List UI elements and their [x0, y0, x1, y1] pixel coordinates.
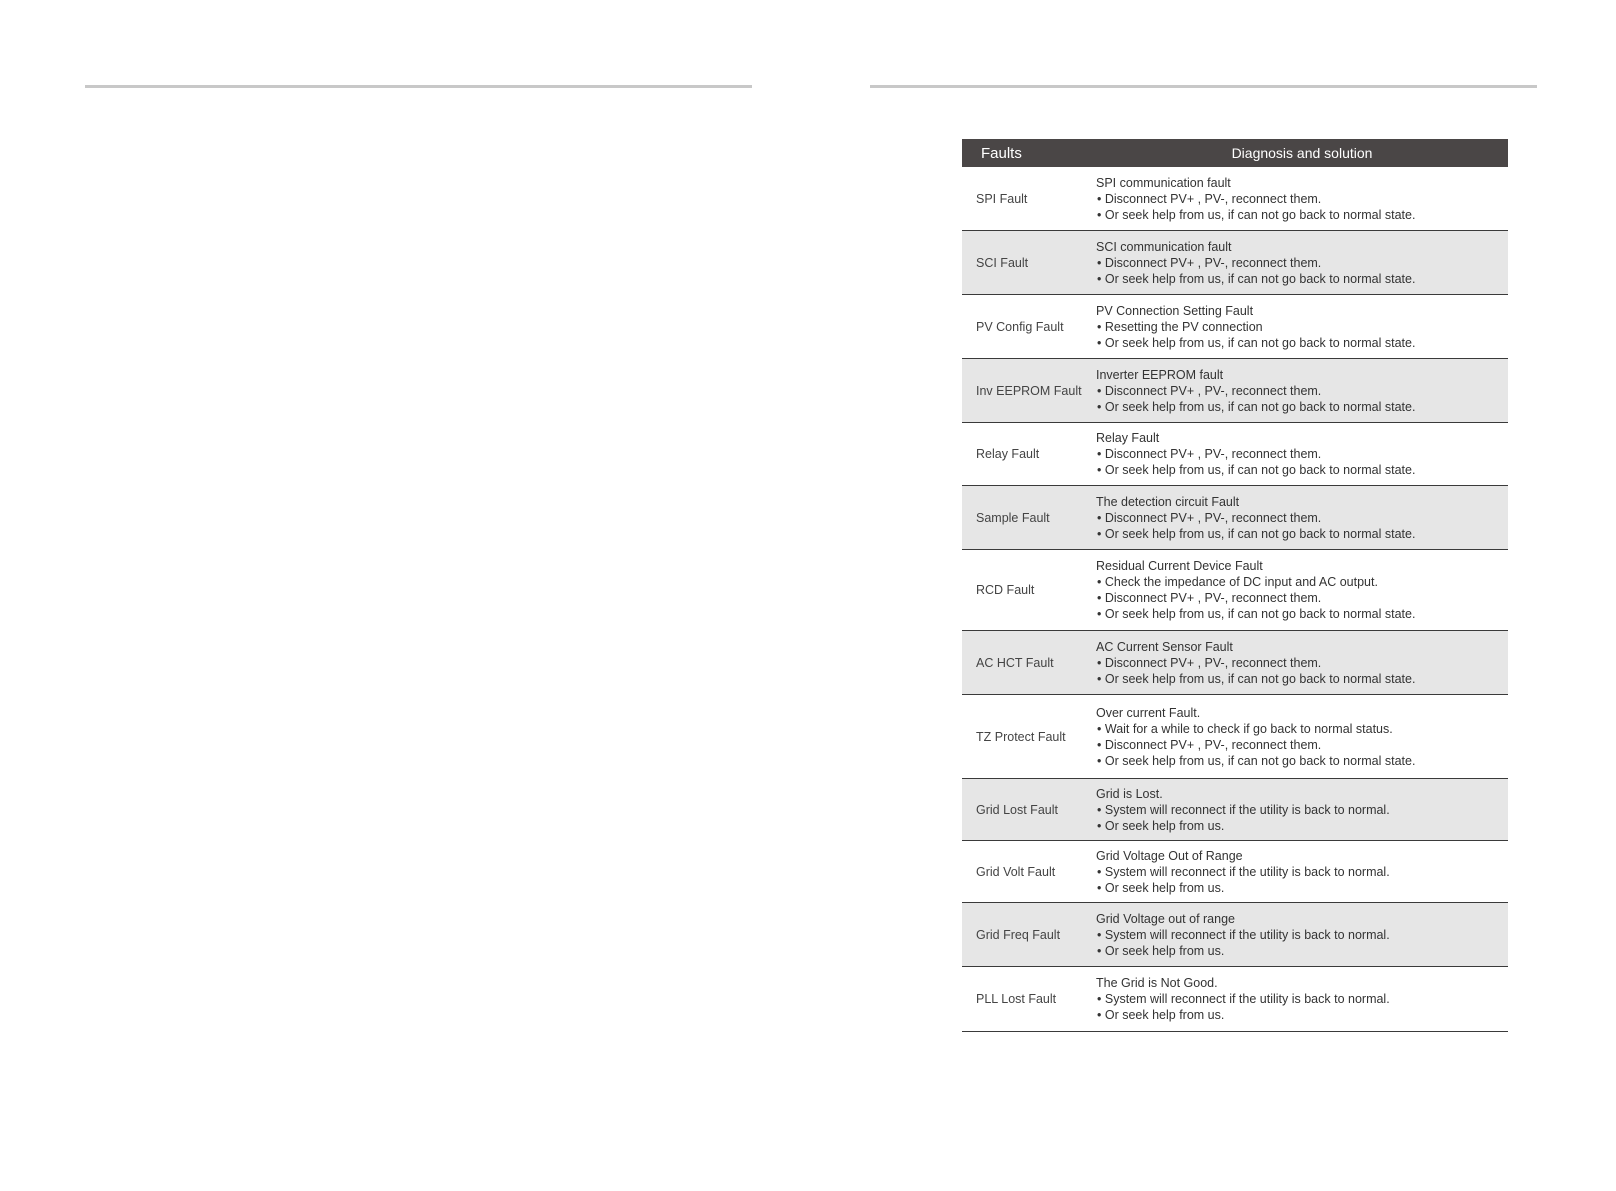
solution-bullet: • Resetting the PV connection [1096, 319, 1508, 335]
solution-bullet: • Or seek help from us. [1096, 1007, 1508, 1023]
diagnosis-title: Grid Voltage out of range [1096, 911, 1235, 926]
table-body [962, 167, 1508, 1032]
fault-name: PLL Lost Fault [976, 992, 1057, 1006]
diagnosis-title: Relay Fault [1096, 431, 1160, 445]
diagnosis-cell [1096, 367, 1508, 415]
table-row [962, 903, 1508, 967]
solution-bullet: • Or seek help from us, if can not go back to normal state. [1096, 753, 1508, 769]
diagnosis-cell [1096, 975, 1508, 1023]
fault-name: TZ Protect Fault [976, 729, 1066, 744]
solution-bullet: • Or seek help from us, if can not go back to normal state. [1096, 271, 1508, 287]
solution-bullet: • Or seek help from us, if can not go back to normal state. [1096, 606, 1508, 622]
left-page-header-rule [85, 85, 752, 88]
header-faults: Faults [981, 144, 1022, 162]
right-page-header-rule [870, 85, 1537, 88]
solution-bullet: • Or seek help from us, if can not go back to normal state. [1096, 335, 1508, 351]
solution-bullet: • System will reconnect if the utility is back to normal. [1096, 864, 1508, 880]
solution-bullet: • Or seek help from us. [1096, 943, 1508, 959]
table-row [962, 486, 1508, 550]
solution-bullet: • Disconnect PV+ , PV-, reconnect them. [1096, 510, 1508, 526]
table-row [962, 550, 1508, 631]
fault-name: SPI Fault [976, 191, 1028, 206]
diagnosis-cell [1096, 239, 1508, 287]
fault-name: Sample Fault [976, 510, 1050, 525]
table-row [962, 359, 1508, 423]
solution-bullet: • Disconnect PV+ , PV-, reconnect them. [1096, 590, 1508, 606]
solution-bullet: • Or seek help from us, if can not go back to normal state. [1096, 671, 1508, 687]
fault-name: SCI Fault [976, 255, 1029, 270]
solution-bullet: • Or seek help from us, if can not go back to normal state. [1096, 207, 1508, 223]
table-row [962, 295, 1508, 359]
solution-bullet: • Or seek help from us. [1096, 880, 1508, 896]
solution-bullet: • Disconnect PV+ , PV-, reconnect them. [1096, 191, 1508, 207]
solution-bullet: • Check the impedance of DC input and AC output. [1096, 574, 1508, 590]
solution-bullet: • Or seek help from us. [1096, 818, 1508, 834]
solution-bullet: • Disconnect PV+ , PV-, reconnect them. [1096, 655, 1508, 671]
diagnosis-cell [1096, 494, 1508, 542]
diagnosis-cell [1096, 848, 1508, 896]
solution-bullet: • System will reconnect if the utility is back to normal. [1096, 991, 1508, 1007]
diagnosis-title: Inverter EEPROM fault [1096, 367, 1224, 382]
table-row [962, 167, 1508, 231]
diagnosis-cell [1096, 303, 1508, 351]
solution-bullet: • Disconnect PV+ , PV-, reconnect them. [1096, 446, 1508, 462]
diagnosis-cell [1096, 705, 1508, 769]
diagnosis-cell [1096, 911, 1508, 959]
fault-diagnosis-table [962, 139, 1508, 1032]
diagnosis-title: The Grid is Not Good. [1096, 976, 1218, 990]
table-header [962, 139, 1508, 167]
table-row [962, 779, 1508, 841]
solution-bullet: • Disconnect PV+ , PV-, reconnect them. [1096, 737, 1508, 753]
fault-name: RCD Fault [976, 583, 1035, 597]
fault-name: PV Config Fault [976, 319, 1064, 334]
table-row [962, 695, 1508, 779]
table-row [962, 231, 1508, 295]
table-row [962, 967, 1508, 1032]
fault-name: Grid Volt Fault [976, 864, 1056, 879]
table-row [962, 631, 1508, 695]
diagnosis-title: Grid Voltage Out of Range [1096, 848, 1243, 863]
diagnosis-title: AC Current Sensor Fault [1096, 639, 1233, 654]
diagnosis-cell [1096, 786, 1508, 834]
diagnosis-cell [1096, 175, 1508, 223]
diagnosis-cell [1096, 639, 1508, 687]
fault-name: Relay Fault [976, 447, 1040, 461]
solution-bullet: • Wait for a while to check if go back to normal status. [1096, 721, 1508, 737]
diagnosis-cell [1096, 558, 1508, 622]
fault-name: Grid Freq Fault [976, 927, 1061, 942]
table-row [962, 841, 1508, 903]
diagnosis-title: SCI communication fault [1096, 239, 1232, 254]
solution-bullet: • Disconnect PV+ , PV-, reconnect them. [1096, 383, 1508, 399]
fault-name: Inv EEPROM Fault [976, 383, 1082, 398]
solution-bullet: • Disconnect PV+ , PV-, reconnect them. [1096, 255, 1508, 271]
solution-bullet: • Or seek help from us, if can not go back to normal state. [1096, 526, 1508, 542]
diagnosis-title: Grid is Lost. [1096, 786, 1163, 801]
diagnosis-title: Over current Fault. [1096, 705, 1201, 720]
header-diagnosis: Diagnosis and solution [1231, 145, 1373, 161]
solution-bullet: • System will reconnect if the utility is back to normal. [1096, 927, 1508, 943]
diagnosis-title: Residual Current Device Fault [1096, 559, 1263, 573]
diagnosis-title: The detection circuit Fault [1096, 494, 1240, 509]
diagnosis-title: SPI communication fault [1096, 175, 1231, 190]
solution-bullet: • Or seek help from us, if can not go back to normal state. [1096, 462, 1508, 478]
fault-name: Grid Lost Fault [976, 802, 1058, 817]
fault-name: AC HCT Fault [976, 655, 1054, 670]
solution-bullet: • System will reconnect if the utility is back to normal. [1096, 802, 1508, 818]
diagnosis-title: PV Connection Setting Fault [1096, 303, 1254, 318]
table-row [962, 423, 1508, 486]
solution-bullet: • Or seek help from us, if can not go back to normal state. [1096, 399, 1508, 415]
diagnosis-cell [1096, 430, 1508, 478]
